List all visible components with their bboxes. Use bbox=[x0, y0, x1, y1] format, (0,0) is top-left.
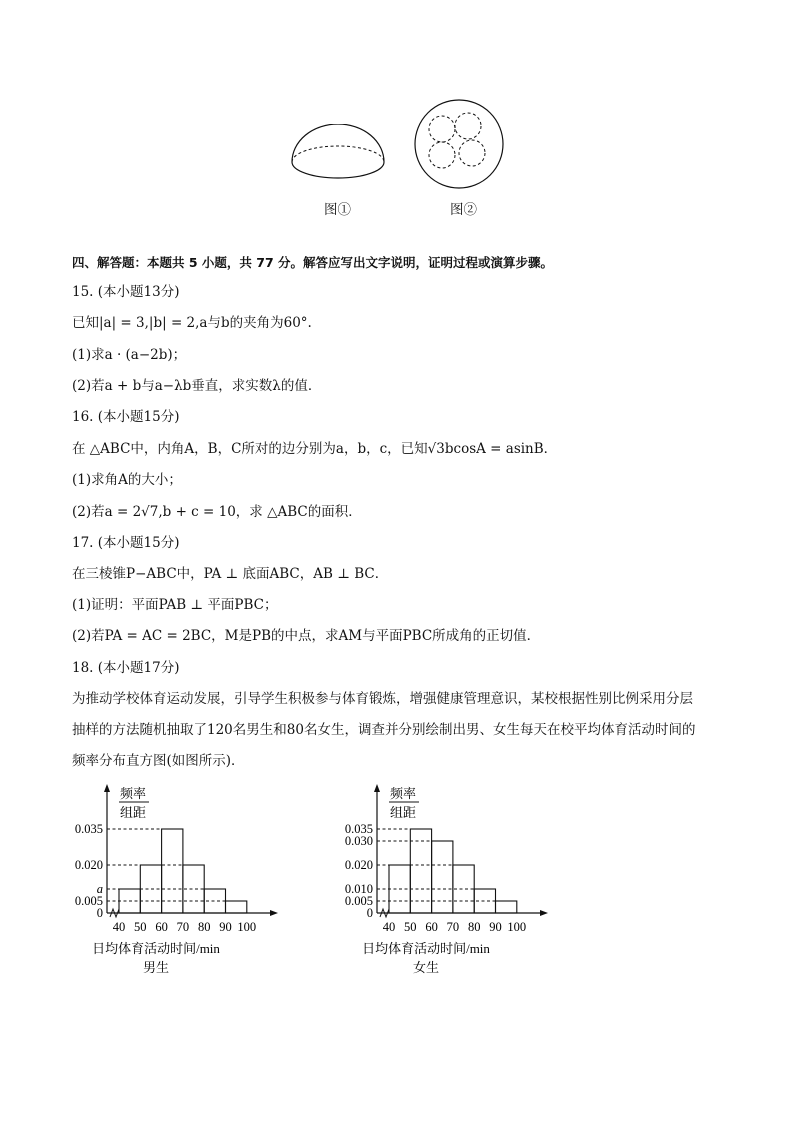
q17-stem: 在三棱锥P−ABC中，PA ⊥ 底面ABC，AB ⊥ BC． bbox=[72, 566, 389, 582]
chart-title: 女生 bbox=[412, 960, 440, 975]
x-tick-label: 80 bbox=[197, 920, 211, 934]
histogram-bar bbox=[162, 829, 183, 913]
y-axis-arrow bbox=[374, 784, 380, 792]
q15-stem: 已知|a| = 3,|b| = 2,a与b的夹角为60°. bbox=[72, 315, 312, 331]
y-tick-label: 0.005 bbox=[74, 894, 103, 908]
histogram-bar bbox=[432, 841, 453, 913]
histogram-bar bbox=[410, 829, 431, 913]
y-tick-label: 0.020 bbox=[344, 858, 373, 872]
q18-line1: 为推动学校体育运动发展，引导学生积极参与体育锻炼，增强健康管理意识，某校根据性别比例采用分层 bbox=[72, 691, 693, 707]
y-tick-label: 0.030 bbox=[344, 834, 373, 848]
x-tick-label: 100 bbox=[507, 920, 527, 934]
axis-break-mark bbox=[380, 909, 389, 917]
y-tick-label: a bbox=[96, 882, 103, 896]
chart-title: 男生 bbox=[142, 960, 170, 975]
histogram-bar bbox=[226, 901, 247, 913]
x-tick-label: 60 bbox=[155, 920, 168, 934]
q16-part2: (2)若a = 2√7,b + c = 10，求 △ABC的面积． bbox=[72, 504, 362, 520]
y-tick-label: 0.005 bbox=[344, 894, 373, 908]
y-label-bottom: 组距 bbox=[389, 805, 417, 820]
x-tick-label: 40 bbox=[382, 920, 396, 934]
fig2-caption: 图② bbox=[450, 202, 477, 218]
four-circles-figure bbox=[412, 97, 506, 191]
q18-line2: 抽样的方法随机抽取了120名男生和80名女生，调查并分别绘制出男、女生每天在校平均体育活动时间的 bbox=[72, 722, 696, 738]
y-label-top: 频率 bbox=[119, 786, 147, 801]
x-tick-label: 70 bbox=[176, 920, 190, 934]
female-histogram bbox=[330, 780, 570, 980]
x-axis-label: 日均体育活动时间/min bbox=[92, 941, 220, 956]
q18-header: 18. (本小题17分) bbox=[72, 660, 180, 676]
section-title: 四、解答题：本题共 5 小题，共 77 分。解答应写出文字说明，证明过程或演算步骤。 bbox=[72, 255, 554, 270]
histogram-bar bbox=[496, 901, 517, 913]
x-tick-label: 90 bbox=[219, 920, 232, 934]
q16-stem: 在 △ABC中，内角A，B，C所对的边分别为a，b，c，已知√3bcosA = asinB． bbox=[72, 441, 558, 457]
y-tick-label: 0.010 bbox=[344, 882, 373, 896]
q17-part1: (1)证明：平面PAB ⊥ 平面PBC； bbox=[72, 597, 278, 613]
x-axis-label: 日均体育活动时间/min bbox=[362, 941, 490, 956]
y-label-top: 频率 bbox=[389, 786, 417, 801]
q17-part2: (2)若PA = AC = 2BC，M是PB的中点，求AM与平面PBC所成角的正切值． bbox=[72, 628, 541, 644]
x-tick-label: 90 bbox=[489, 920, 502, 934]
axis-break-mark bbox=[110, 909, 119, 917]
y-tick-label: 0 bbox=[96, 906, 103, 920]
y-tick-label: 0 bbox=[366, 906, 373, 920]
y-label-bottom: 组距 bbox=[119, 805, 147, 820]
male-histogram bbox=[60, 780, 300, 980]
q18-line3: 频率分布直方图(如图所示)． bbox=[72, 753, 245, 769]
x-axis-arrow bbox=[270, 910, 278, 916]
hemisphere-figure bbox=[288, 124, 388, 186]
q15-header: 15. (本小题13分) bbox=[72, 284, 180, 300]
x-tick-label: 80 bbox=[467, 920, 481, 934]
y-tick-label: 0.035 bbox=[344, 822, 373, 836]
fig1-caption: 图① bbox=[324, 202, 351, 218]
y-tick-label: 0.020 bbox=[74, 858, 103, 872]
x-tick-label: 50 bbox=[404, 920, 417, 934]
x-tick-label: 70 bbox=[446, 920, 460, 934]
x-tick-label: 100 bbox=[237, 920, 257, 934]
y-tick-label: 0.035 bbox=[74, 822, 103, 836]
x-axis-arrow bbox=[540, 910, 548, 916]
q16-header: 16. (本小题15分) bbox=[72, 409, 180, 425]
q16-part1: (1)求角A的大小； bbox=[72, 472, 182, 488]
q15-part2: (2)若a + b与a−λb垂直，求实数λ的值． bbox=[72, 378, 322, 394]
x-tick-label: 50 bbox=[134, 920, 147, 934]
x-tick-label: 40 bbox=[112, 920, 126, 934]
y-axis-arrow bbox=[104, 784, 110, 792]
q17-header: 17. (本小题15分) bbox=[72, 535, 180, 551]
x-tick-label: 60 bbox=[425, 920, 438, 934]
q15-part1: (1)求a · (a−2b)； bbox=[72, 347, 187, 363]
